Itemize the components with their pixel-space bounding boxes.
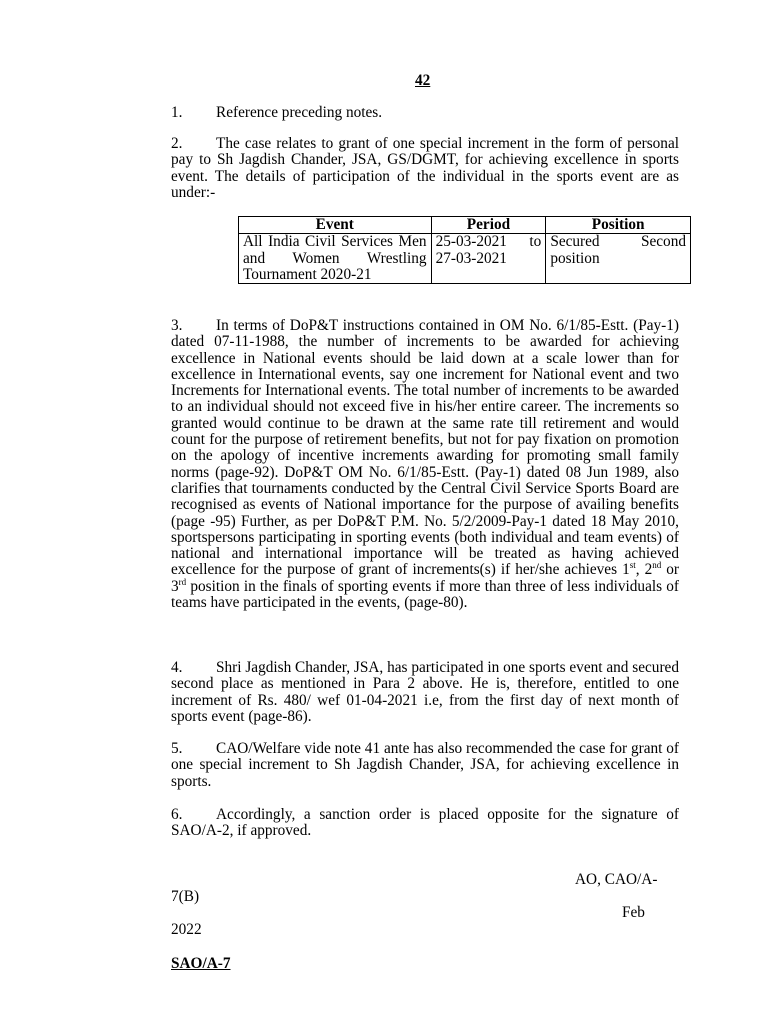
date-year: 2022 <box>171 921 202 938</box>
paragraph-text: Accordingly, a sanction order is placed opposite for the signature of SAO/A-2, if approved. <box>171 806 679 840</box>
column-header-event: Event <box>239 217 432 234</box>
table-header-row <box>239 217 691 234</box>
paragraph-text: Shri Jagdish Chander, JSA, has participated in one sports event and secured second place as mentioned in Para 2 above. He is, therefore, entitled to one increment of Rs. 480/ wef 01-04-2021 i.e, from the first day of next month of sports event (page-86). <box>171 659 679 725</box>
paragraph-text: The case relates to grant of one special increment in the form of personal pay to Sh Jagdish Chander, JSA, GS/DGMT, for achieving excellence in sports event. The details of participation of the individual in the sports event are as under:- <box>171 135 679 201</box>
paragraph-text: position in the finals of sporting events if more than three of less individuals of teams have participated in the events, (page-80). <box>171 577 679 612</box>
paragraph-number: 2. <box>171 135 183 152</box>
paragraph-number: 3. <box>171 317 183 334</box>
paragraph-number: 6. <box>171 806 183 823</box>
date-month: Feb <box>622 904 645 921</box>
cell-event: All India Civil Services Men and Women Wrestling Tournament 2020-21 <box>239 234 432 284</box>
paragraph-3 <box>171 318 679 611</box>
ordinal-suffix: rd <box>178 576 187 587</box>
signatory-unit: 7(B) <box>171 888 200 905</box>
column-header-position: Position <box>546 217 691 234</box>
paragraph-4 <box>171 660 679 725</box>
paragraph-text: , 2 <box>635 561 653 579</box>
paragraph-text: CAO/Welfare vide note 41 ante has also recommended the case for grant of one special increment to Sh Jagdish Chander, JSA, for achieving excellence in sports. <box>171 740 679 790</box>
paragraph-2 <box>171 136 679 201</box>
paragraph-number: 1. <box>171 104 183 121</box>
paragraph-number: 4. <box>171 659 183 676</box>
sports-event-table <box>238 216 691 284</box>
forwarded-to: SAO/A-7 <box>171 955 231 972</box>
ordinal-suffix: nd <box>652 560 662 571</box>
paragraph-text: In terms of DoP&T instructions contained in OM No. 6/1/85-Estt. (Pay-1) dated 07-11-1988, the number of increments to be awarded for achieving excellence in National events should be laid down at a scale lower than for excellence in International events, say one increment for National event and two Increments for International events. The total number of increments to be awarded to an individual should not exceed five in his/her entire career. The increments so granted would continue to be drawn at the same rate till retirement and would count for the purpose of retirement benefits, but not for pay fixation on promotion on the apology of incentive increments awarding for promoting small family norms (page-92). DoP&T OM No. 6/1/85-Estt. (Pay-1) dated 08 Jun 1989, also clarifies that tournaments conducted by the Central Civil Service Sports Board are recognised as events of National importance for the purpose of availing benefits (page -95) Further, as per DoP&T P.M. No. 5/2/2009-Pay-1 dated 18 May 2010, sportspersons participating in sporting events (both individual and team events) of national and international importance will be treated as having achieved excellence for the purpose of grant of increments(s) if her/she achieves 1 <box>171 317 679 579</box>
paragraph-6 <box>171 807 679 840</box>
paragraph-number: 5. <box>171 740 183 757</box>
ordinal-suffix: st <box>629 560 636 571</box>
paragraph-text: Reference preceding notes. <box>216 104 383 121</box>
paragraph-5 <box>171 741 679 790</box>
paragraph-1 <box>171 105 679 121</box>
column-header-period: Period <box>431 217 546 234</box>
cell-period: 25-03-2021 to 27-03-2021 <box>431 234 546 284</box>
cell-position: Secured Second position <box>546 234 691 284</box>
page-number: 42 <box>415 72 431 89</box>
signatory-designation: AO, CAO/A- <box>575 871 658 888</box>
table-row <box>239 234 691 284</box>
paragraph-text: or 3 <box>171 561 679 595</box>
